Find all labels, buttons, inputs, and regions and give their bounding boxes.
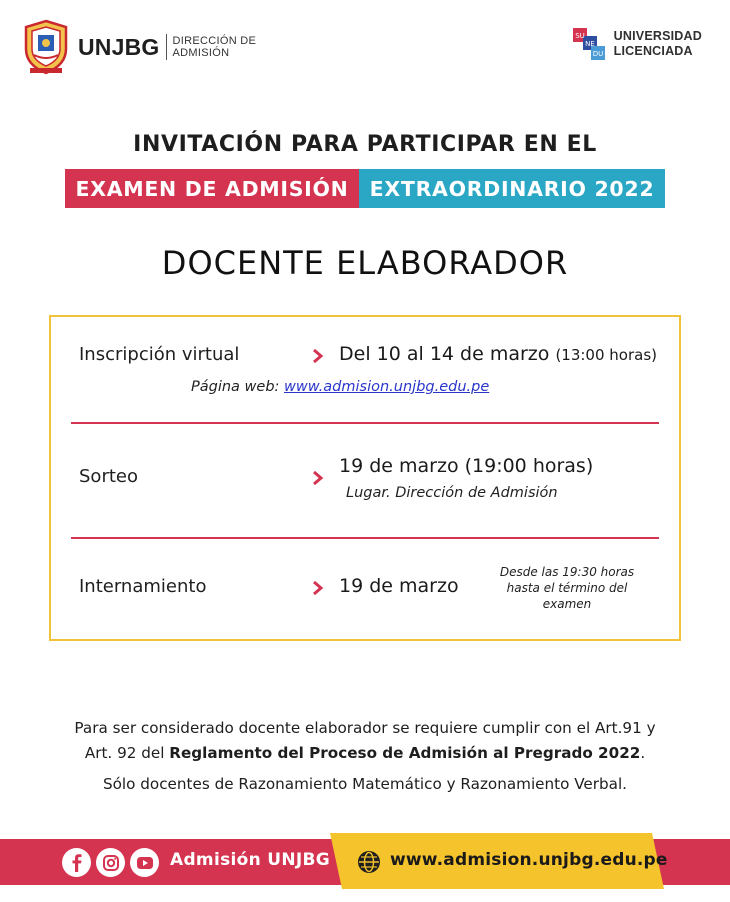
admision-link[interactable]: www.admision.unjbg.edu.pe <box>284 379 490 395</box>
footer-handle: Admisión UNJBG <box>170 850 330 870</box>
role-title: DOCENTE ELABORADOR <box>161 244 569 282</box>
banner-exam: EXAMEN DE ADMISIÓN <box>65 169 359 208</box>
draw-label: Sorteo <box>79 466 138 487</box>
internment-label: Internamiento <box>79 576 207 597</box>
footer-url[interactable]: www.admision.unjbg.edu.pe <box>390 850 668 870</box>
facebook-icon[interactable] <box>62 848 91 877</box>
registration-dates: Del 10 al 14 de marzo (13:00 horas) <box>339 343 657 365</box>
chevron-right-icon <box>312 349 324 363</box>
brand-name: UNJBG <box>78 33 160 60</box>
social-links <box>62 848 164 877</box>
regulation-name: Reglamento del Proceso de Admisión al Pregrado 2022 <box>169 744 641 762</box>
requirement-line-3: Sólo docentes de Razonamiento Matemático y Razonamiento Verbal. <box>103 775 627 793</box>
sunedu-letters-ne: NE <box>584 40 595 48</box>
globe-icon <box>357 850 381 874</box>
divider <box>71 537 659 539</box>
draw-date: 19 de marzo (19:00 horas) <box>339 455 594 477</box>
requirement-line-1: Para ser considerado docente elaborador se requiere cumplir con el Art.91 y <box>74 719 656 737</box>
chevron-right-icon <box>312 581 324 595</box>
licenciada-text: UNIVERSIDAD LICENCIADA <box>613 29 702 58</box>
sunedu-letters-su: SU <box>574 32 585 40</box>
draw-place: Lugar. Dirección de Admisión <box>346 485 558 501</box>
unjbg-logo <box>22 18 256 76</box>
internment-date: 19 de marzo <box>339 575 459 597</box>
chevron-right-icon <box>312 471 324 485</box>
sunedu-letters-du: DU <box>592 50 603 58</box>
divider <box>71 422 659 424</box>
internment-note: Desde las 19:30 horas hasta el término del examen <box>499 565 635 611</box>
universidad-licenciada-logo <box>571 26 702 62</box>
university-seal-icon <box>22 19 70 75</box>
registration-web: Página web: www.admision.unjbg.edu.pe <box>191 379 490 395</box>
schedule-box <box>49 315 681 641</box>
banner-extraordinary: EXTRAORDINARIO 2022 <box>359 169 665 208</box>
brand-subtitle: DIRECCIÓN DE ADMISIÓN <box>172 35 257 59</box>
registration-label: Inscripción virtual <box>79 344 240 365</box>
sunedu-logo-icon <box>571 26 607 62</box>
brand-separator <box>166 34 167 60</box>
invitation-heading: INVITACIÓN PARA PARTICIPAR EN EL <box>133 132 597 157</box>
requirement-line-2: Art. 92 del Reglamento del Proceso de Admisión al Pregrado 2022. <box>84 744 646 762</box>
youtube-icon[interactable] <box>130 848 159 877</box>
instagram-icon[interactable] <box>96 848 125 877</box>
